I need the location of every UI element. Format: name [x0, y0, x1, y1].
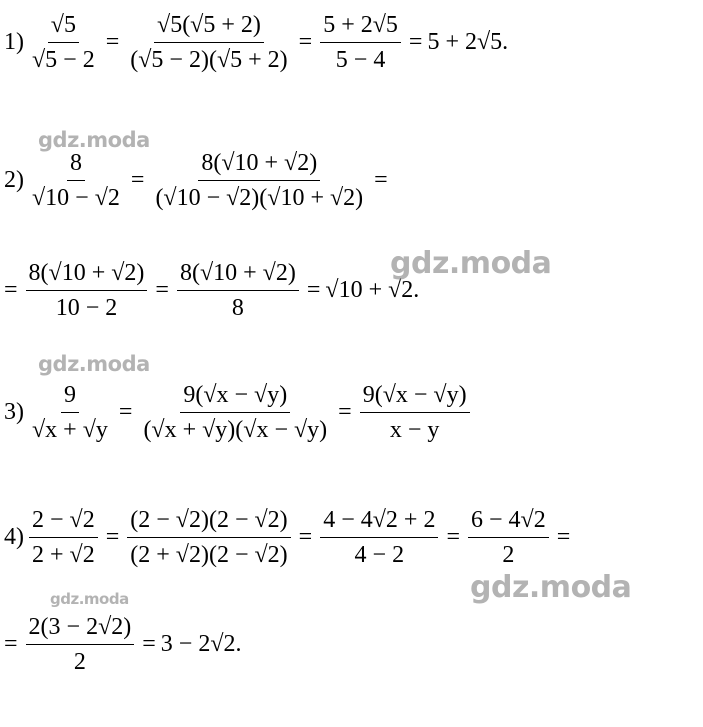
- equals-sign: =: [155, 277, 169, 303]
- numerator: 9: [61, 380, 79, 413]
- equals-sign: =: [105, 524, 120, 550]
- numerator: 9(√x − √y): [360, 380, 470, 413]
- equation-1: [4, 10, 508, 75]
- fraction: [127, 505, 290, 570]
- result: √10 + √2.: [325, 277, 420, 303]
- denominator: (√10 − √2)(√10 + √2): [155, 185, 364, 211]
- denominator: 2 + √2: [32, 542, 95, 568]
- numerator: 9(√x − √y): [180, 380, 290, 413]
- numerator: √5: [48, 10, 79, 43]
- denominator: (2 + √2)(2 − √2): [130, 542, 288, 568]
- equals-sign: =: [105, 29, 120, 55]
- fraction: [320, 505, 438, 570]
- fraction: [29, 505, 98, 570]
- equals-sign: =: [4, 631, 18, 657]
- fraction: [26, 258, 148, 323]
- equals-sign: =: [142, 631, 156, 657]
- denominator: 5 − 4: [335, 47, 386, 73]
- fraction: [468, 505, 549, 570]
- result: 3 − 2√2.: [160, 631, 242, 657]
- fraction: [320, 10, 401, 75]
- numerator: 8(√10 + √2): [198, 148, 320, 181]
- equation-4-continued: [4, 612, 242, 677]
- fraction: [360, 380, 470, 445]
- fraction: [127, 10, 290, 75]
- item-label: 4): [4, 524, 24, 550]
- equals-sign: =: [298, 524, 313, 550]
- denominator: 2: [502, 542, 515, 568]
- equals-sign: =: [338, 399, 352, 425]
- fraction: [29, 10, 98, 75]
- numerator: 2(3 − 2√2): [26, 612, 135, 645]
- watermark-logo: gdz.moda: [50, 590, 129, 608]
- item-label: 3): [4, 399, 24, 425]
- numerator: 6 − 4√2: [468, 505, 549, 538]
- watermark-logo: gdz.moda: [38, 352, 150, 376]
- equation-4: [4, 505, 575, 570]
- equals-sign: =: [306, 277, 321, 303]
- denominator: (√x + √y)(√x − √y): [143, 417, 328, 443]
- equals-sign: =: [130, 167, 145, 193]
- numerator: 4 − 4√2 + 2: [320, 505, 438, 538]
- numerator: (2 − √2)(2 − √2): [127, 505, 290, 538]
- item-label: 2): [4, 167, 24, 193]
- numerator: 5 + 2√5: [320, 10, 401, 43]
- denominator: √5 − 2: [32, 47, 95, 73]
- equals-sign: =: [298, 29, 313, 55]
- equation-2: [4, 148, 393, 213]
- denominator: 4 − 2: [354, 542, 405, 568]
- numerator: 8(√10 + √2): [177, 258, 299, 291]
- numerator: 8: [67, 148, 85, 181]
- item-label: 1): [4, 29, 24, 55]
- fraction: [177, 258, 299, 323]
- fraction: [140, 380, 330, 445]
- equals-sign: =: [374, 167, 388, 193]
- numerator: √5(√5 + 2): [154, 10, 264, 43]
- result: 5 + 2√5.: [427, 29, 509, 55]
- denominator: 2: [73, 649, 86, 675]
- watermark-logo: gdz.moda: [470, 570, 632, 605]
- equals-sign: =: [118, 399, 133, 425]
- equals-sign: =: [408, 29, 423, 55]
- denominator: √10 − √2: [32, 185, 120, 211]
- watermark-logo: gdz.moda: [38, 128, 150, 152]
- denominator: (√5 − 2)(√5 + 2): [130, 47, 288, 73]
- fraction: [26, 612, 135, 677]
- equation-3: [4, 380, 473, 445]
- denominator: 8: [231, 295, 244, 321]
- fraction: [29, 148, 123, 213]
- equals-sign: =: [4, 277, 18, 303]
- equals-sign: =: [556, 524, 571, 550]
- numerator: 8(√10 + √2): [26, 258, 148, 291]
- watermark-logo: gdz.moda: [390, 246, 552, 281]
- equals-sign: =: [446, 524, 460, 550]
- fraction: [29, 380, 111, 445]
- denominator: 10 − 2: [55, 295, 118, 321]
- denominator: √x + √y: [32, 417, 108, 443]
- fraction: [152, 148, 366, 213]
- equation-2-continued: [4, 258, 419, 323]
- denominator: x − y: [389, 417, 440, 443]
- numerator: 2 − √2: [29, 505, 98, 538]
